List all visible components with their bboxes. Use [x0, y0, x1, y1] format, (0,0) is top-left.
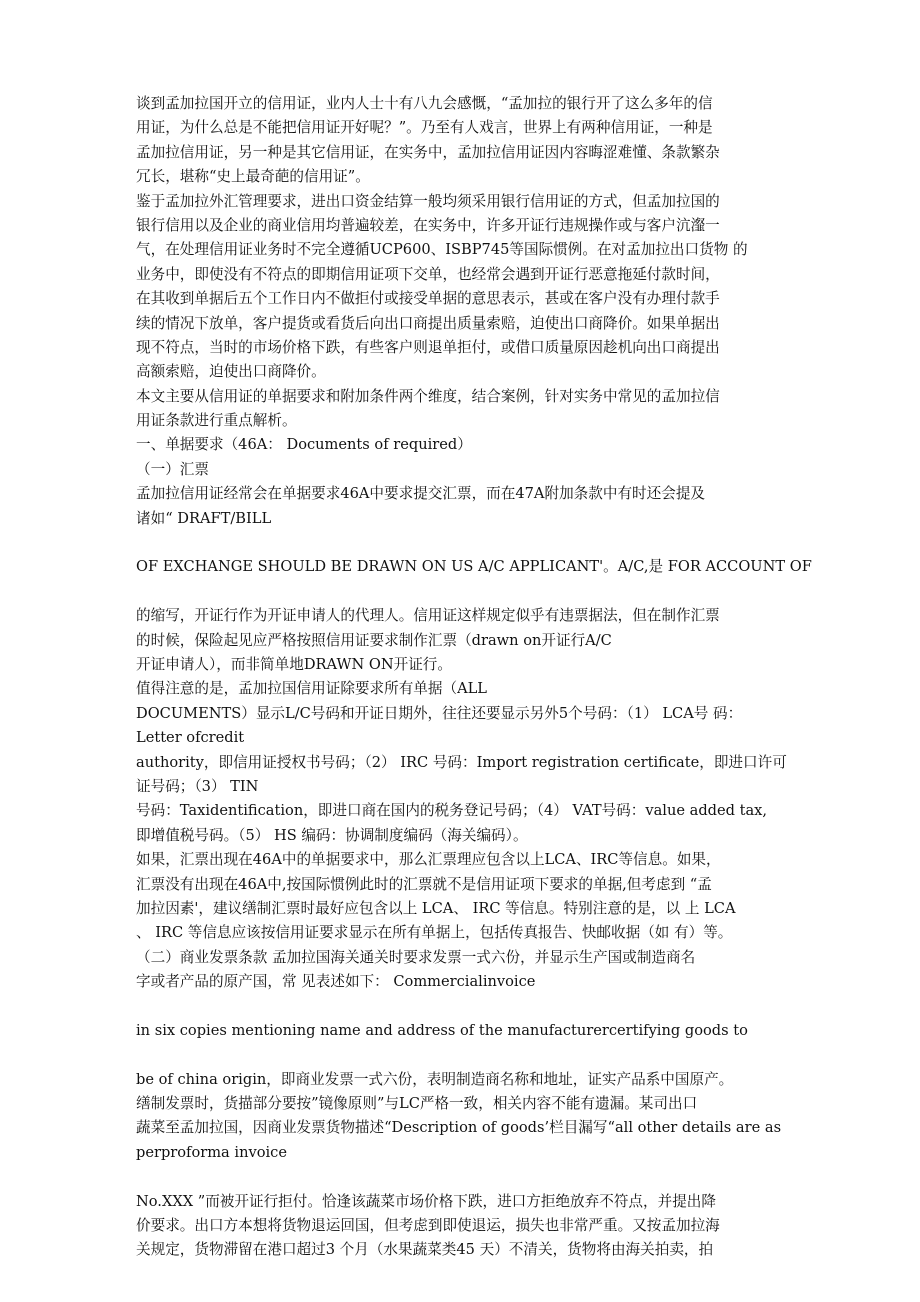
- text-line: perproforma invoice: [136, 1143, 287, 1161]
- text-line: 冗长，堪称“史上最奇葩的信用证”。: [136, 168, 370, 186]
- text-line: 谈到孟加拉国开立的信用证，业内人士十有八九会感慨，“孟加拉的银行开了这么多年的信: [136, 95, 713, 112]
- text-line: 诸如“ DRAFT/BILL: [136, 509, 272, 527]
- text-line: 气，在处理信用证业务时不完全遵循UCP600、ISBP745等国际惯例。在对孟加拉出口货物 的: [136, 241, 748, 259]
- text-line: OF EXCHANGE SHOULD BE DRAWN ON US A/C APPLICANT'。A/C,是 FOR ACCOUNT OF: [136, 558, 812, 576]
- blank-line: [136, 1165, 806, 1189]
- text-line: 缮制发票时，货描部分要按”镜像原则”与LC严格一致，相关内容不能有遗漏。某司出口: [136, 1095, 698, 1113]
- text-line: 孟加拉信用证，另一种是其它信用证，在实务中，孟加拉信用证因内容晦涩难懂、条款繁杂: [136, 143, 720, 161]
- text-line: 银行信用以及企业的商业信用均普遍较差，在实务中，许多开证行违规操作或与客户沆瀣一: [136, 216, 720, 234]
- text-line: 用证，为什么总是不能把信用证开好呢？”。乃至有人戏言，世界上有两种信用证，一种是: [136, 119, 713, 137]
- text-line: 字或者产品的原产国，常 见表述如下： Commercialinvoice: [136, 973, 536, 991]
- document-body: [136, 92, 812, 1263]
- subsection-heading: （二）商业发票条款 孟加拉国海关通关时要求发票一式六份，并显示生产国或制造商名: [136, 948, 696, 966]
- text-line: 的缩写，开证行作为开证申请人的代理人。信用证这样规定似乎有违票据法，但在制作汇票: [136, 607, 720, 625]
- blank-line: [136, 1043, 806, 1067]
- text-line: 孟加拉信用证经常会在单据要求46A中要求提交汇票，而在47A附加条款中有时还会提及: [136, 485, 706, 503]
- text-line: Letter ofcredit: [136, 729, 245, 747]
- text-line: be of china origin，即商业发票一式六份，表明制造商名称和地址，证实产品系中国原产。: [136, 1070, 734, 1088]
- text-line: 汇票没有出现在46A中,按国际惯例此时的汇票就不是信用证项下要求的单据,但考虑到 “孟: [136, 875, 712, 893]
- text-line: 值得注意的是，孟加拉国信用证除要求所有单据（ALL: [136, 680, 487, 698]
- text-line: 即增值税号码。（5） HS 编码：协调制度编码（海关编码）。: [136, 826, 528, 844]
- text-line: in six copies mentioning name and address of the manufacturercertifying goods to: [136, 1021, 748, 1039]
- subsection-heading: （一）汇票: [136, 460, 209, 478]
- text-line: 号码：Taxidentification，即进口商在国内的税务登记号码；（4） VAT号码：value added tax,: [136, 802, 768, 820]
- blank-line: [136, 531, 806, 555]
- blank-line: [136, 994, 806, 1018]
- text-line: 续的情况下放单，客户提货或看货后向出口商提出质量索赔，迫使出口商降价。如果单据出: [136, 314, 720, 332]
- text-line: No.XXX ”而被开证行拒付。恰逢该蔬菜市场价格下跌，进口方拒绝放弃不符点，并提出降: [136, 1192, 716, 1210]
- text-line: 、 IRC 等信息应该按信用证要求显示在所有单据上，包括传真报告、快邮收据（如 有）等。: [136, 924, 733, 942]
- text-line: 证号码；（3） TIN: [136, 777, 259, 795]
- text-line: DOCUMENTS）显示L/C号码和开证日期外，往往还要显示另外5个号码：（1） LCA号 码：: [136, 704, 743, 722]
- text-line: 本文主要从信用证的单据要求和附加条件两个维度，结合案例，针对实务中常见的孟加拉信: [136, 387, 720, 405]
- text-line: 在其收到单据后五个工作日内不做拒付或接受单据的意思表示，甚或在客户没有办理付款手: [136, 290, 720, 308]
- text-line: 鉴于孟加拉外汇管理要求，进出口资金结算一般均须采用银行信用证的方式，但孟加拉国的: [136, 192, 720, 210]
- text-line: 价要求。出口方本想将货物退运回国，但考虑到即使退运，损失也非常严重。又按孟加拉海: [136, 1216, 720, 1234]
- text-line: 加拉因素'，建议缮制汇票时最好应包含以上 LCA、 IRC 等信息。特别注意的是，以 上 LCA: [136, 899, 736, 917]
- text-line: 如果，汇票出现在46A中的单据要求中，那么汇票理应包含以上LCA、IRC等信息。如果，: [136, 851, 721, 869]
- text-line: authority，即信用证授权书号码；（2） IRC 号码：Import registration certificate，即进口许可: [136, 753, 787, 771]
- text-line: 的时候，保险起见应严格按照信用证要求制作汇票（drawn on开证行A/C: [136, 631, 612, 649]
- text-line: 关规定，货物滞留在港口超过3 个月（水果蔬菜类45 天）不清关，货物将由海关拍卖，拍: [136, 1241, 714, 1259]
- text-line: 开证申请人），而非简单地DRAWN ON开证行。: [136, 655, 452, 673]
- section-heading: 一、单据要求（46A： Documents of required）: [136, 436, 472, 454]
- text-line: 业务中，即使没有不符点的即期信用证项下交单，也经常会遇到开证行恶意拖延付款时间，: [136, 265, 720, 283]
- blank-line: [136, 580, 806, 604]
- text-line: 蔬菜至孟加拉国，因商业发票货物描述“Description of goods’栏目漏写“all other details are as: [136, 1119, 782, 1137]
- text-line: 高额索赔，迫使出口商降价。: [136, 363, 326, 381]
- text-line: 现不符点，当时的市场价格下跌，有些客户则退单拒付，或借口质量原因趁机向出口商提出: [136, 338, 720, 356]
- text-line: 用证条款进行重点解析。: [136, 412, 297, 430]
